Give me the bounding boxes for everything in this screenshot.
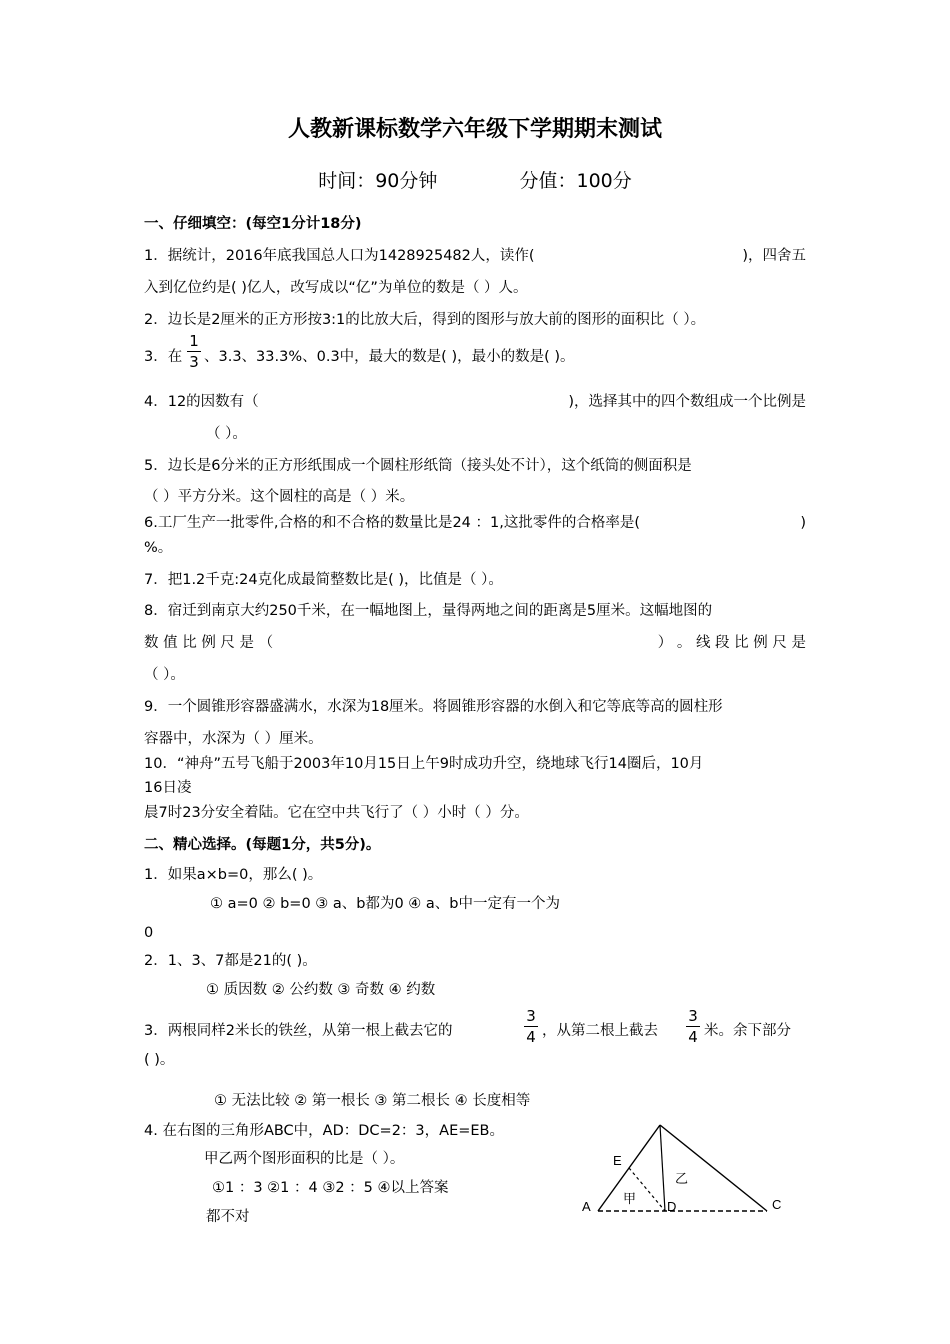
label-c: C (772, 1197, 782, 1212)
segment-bd (660, 1125, 665, 1211)
q9-line2: 容器中，水深为（ ）厘米。 (144, 731, 323, 747)
q9-line1: 9．一个圆锥形容器盛满水，水深为18厘米。将圆锥形容器的水倒入和它等底等高的圆柱形 (144, 699, 723, 715)
s2-q4-line2: 甲乙两个图形面积的比是（ ）。 (204, 1151, 405, 1167)
s2-q3-options: ① 无法比较 ② 第一根长 ③ 第二根长 ④ 长度相等 (214, 1093, 531, 1109)
q2: 2．边长是2厘米的正方形按3:1的比放大后，得到的图形与放大前的图形的面积比（ ）。 (144, 312, 706, 328)
q4-line2: （ ）。 (206, 426, 247, 442)
label-e: E (613, 1153, 622, 1168)
q5-line1: 5．边长是6分米的正方形纸围成一个圆柱形纸筒（接头处不计），这个纸筒的侧面积是 (144, 458, 692, 474)
s2-q3-fraction2-den: 4 (688, 1028, 698, 1046)
q4-line1: 4．12的因数有（ (144, 394, 259, 410)
label-a: A (582, 1199, 591, 1214)
section1-heading: 一、仔细填空：(每空1分计18分) (144, 216, 362, 232)
page-title: 人教新课标数学六年级下学期期末测试 (287, 117, 662, 142)
label-yi: 乙 (675, 1172, 689, 1187)
score-label: 分值：100分 (519, 170, 632, 192)
s2-q2: 2．1、3、7都是21的( )。 (144, 953, 317, 969)
s2-q3-pre: 3．两根同样2米长的铁丝，从第一根上截去它的 (144, 1023, 453, 1039)
q3-fraction (187, 332, 201, 371)
q10-line3: 晨7时23分安全着陆。它在空中共飞行了（ ）小时（ ）分。 (144, 805, 529, 821)
section2-heading: 二、精心选择。(每题1分，共5分)。 (144, 837, 381, 853)
q3-post: 、3.3、33.3%、0.3中，最大的数是( )，最小的数是( )。 (204, 349, 575, 365)
s2-q3-fraction1 (524, 1007, 538, 1046)
s2-q4-options: ①1 ：3 ②1 ：4 ③2 ：5 ④以上答案 (212, 1180, 449, 1196)
s2-q1-options: ① a=0 ② b=0 ③ a、b都为0 ④ a、b中一定有一个为 (210, 896, 561, 912)
label-jia: 甲 (623, 1192, 637, 1207)
q1-line1-right: )，四舍五 (742, 248, 806, 264)
q6-line1-right: ) (800, 515, 806, 531)
s2-q3-fraction2-num: 3 (688, 1007, 698, 1025)
s2-q3-fraction1-den: 4 (526, 1028, 536, 1046)
s2-q3-mid: ，从第二根上截去 (542, 1023, 658, 1039)
s2-q3-fraction1-num: 3 (526, 1007, 536, 1025)
triangle-figure (575, 1115, 795, 1225)
label-d: D (667, 1199, 677, 1214)
s2-q3-line2: ( )。 (144, 1052, 175, 1068)
q8-line2-right: ） 。 线 段 比 例 尺 是 (657, 635, 806, 651)
s2-q3-fraction2 (686, 1007, 700, 1046)
q3-fraction-den: 3 (189, 353, 199, 371)
q1-line2: 入到亿位约是( )亿人，改写成以“亿”为单位的数是（ ）人。 (144, 280, 528, 296)
q1-line1: 1．据统计，2016年底我国总人口为1428925482人，读作( (144, 248, 535, 264)
q6-line1: 6.工厂生产一批零件,合格的和不合格的数量比是24 ：1,这批零件的合格率是( (144, 515, 640, 531)
q10-line2: 16日凌 (144, 780, 192, 796)
q8-line2: 数 值 比 例 尺 是 （ (144, 635, 274, 651)
s2-q1-tail: 0 (144, 925, 154, 941)
s2-q2-options: ① 质因数 ② 公约数 ③ 奇数 ④ 约数 (206, 982, 436, 998)
q5-line2: （ ）平方分米。这个圆柱的高是（ ）米。 (144, 489, 415, 505)
q4-line1-right: )，选择其中的四个数组成一个比例是 (568, 394, 806, 410)
q8-line3: （ ）。 (144, 667, 185, 683)
s2-q1: 1．如果a×b=0，那么( )。 (144, 867, 323, 883)
q3-pre: 3．在 (144, 349, 183, 365)
q3-fraction-num: 1 (189, 332, 199, 350)
time-label: 时间：90分钟 (318, 170, 438, 192)
s2-q3-post: 米。余下部分 (704, 1023, 791, 1039)
s2-q4-line1: 4. 在右图的三角形ABC中，AD：DC=2：3，AE=EB。 (144, 1123, 504, 1139)
q8-line1: 8．宿迁到南京大约250千米，在一幅地图上，量得两地之间的距离是5厘米。这幅地图的 (144, 603, 713, 619)
q6-line2: %。 (144, 540, 173, 556)
subtitle (0, 166, 950, 193)
s2-q4-tail: 都不对 (206, 1209, 250, 1225)
q7: 7．把1.2千克:24克化成最简整数比是( )，比值是（ ）。 (144, 572, 503, 588)
q10-line1: 10．“神舟”五号飞船于2003年10月15日上午9时成功升空，绕地球飞行14圈后，10月 (144, 756, 704, 772)
